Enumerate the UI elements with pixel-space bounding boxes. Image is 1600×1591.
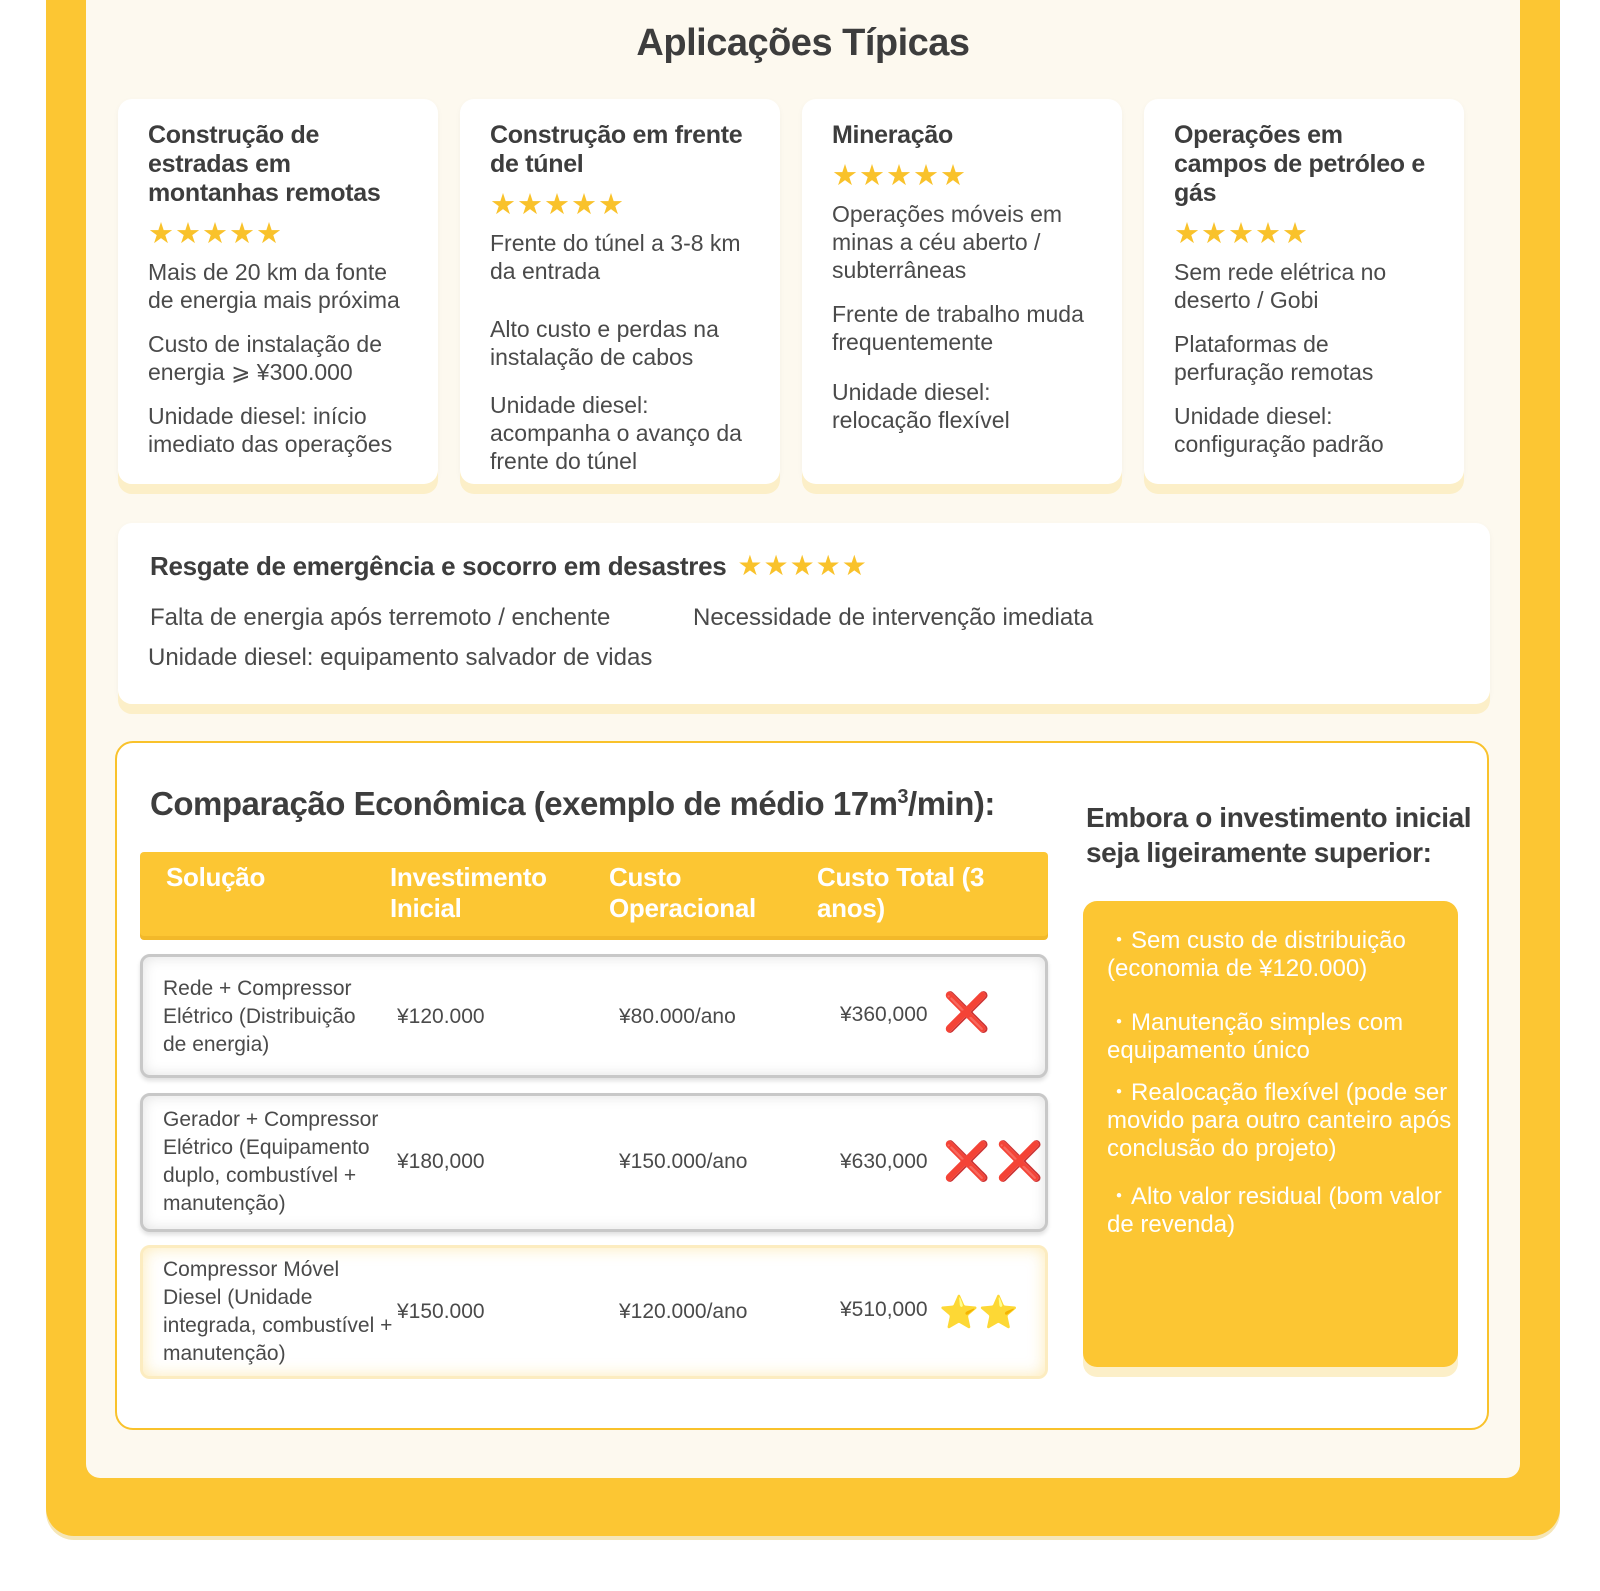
card-title: Mineração [832, 121, 953, 149]
card-title: Construção em frente de túnel [490, 121, 743, 178]
card-point: Alto custo e perdas na instalação de cabos [490, 316, 719, 370]
rating-stars-icon: ★★★★★ [148, 218, 283, 250]
rating-stars-icon: ★★★★★ [737, 550, 868, 581]
comparison-table-header [140, 852, 1048, 936]
application-card-oil-gas [1144, 99, 1464, 484]
economic-comparison-title: Comparação Econômica (exemplo de médio $17m^3/\min$): [150, 785, 995, 822]
card-point: Unidade diesel: acompanha o avanço da frente do túnel [490, 392, 742, 474]
header-initial-investment: Investimento Inicial [390, 862, 547, 923]
card-point: Unidade diesel: equipamento salvador de vidas [148, 644, 653, 671]
header-total-cost: Custo Total (3 anos) [817, 862, 985, 923]
cell-total: ¥510,000 [840, 1298, 928, 1321]
table-row [140, 954, 1048, 1078]
card-point: Sem rede elétrica no deserto / Gobi [1174, 259, 1387, 313]
card-point: Mais de 20 km da fonte de energia mais próxima [148, 259, 400, 313]
card-point: Frente de trabalho muda frequentemente [832, 301, 1084, 355]
section-title: Aplicações Típicas [636, 22, 970, 64]
cell-operational: ¥120.000/ano [619, 1300, 748, 1323]
cross-mark-icon: ❌ [943, 992, 997, 1034]
rating-stars-icon: ★★★★★ [490, 189, 625, 221]
cell-initial: ¥180,000 [397, 1150, 485, 1173]
advantage-point: ・Sem custo de distribuição (economia de ¥120.000) [1107, 927, 1406, 982]
card-point: Custo de instalação de energia ⩾ ¥300.000 [148, 331, 382, 385]
card-point: Necessidade de intervenção imediata [693, 604, 1094, 631]
emergency-title: Resgate de emergência e socorro em desastres [150, 551, 727, 581]
table-row [140, 1245, 1048, 1379]
cell-total: ¥360,000 [840, 1003, 928, 1026]
cell-operational: ¥150.000/ano [619, 1150, 748, 1173]
card-point: Unidade diesel: relocação flexível [832, 379, 1010, 433]
application-card-roads [118, 99, 438, 484]
card-point: Plataformas de perfuração remotas [1174, 331, 1374, 385]
card-point: Frente do túnel a 3-8 km da entrada [490, 230, 741, 284]
advantage-point: ・Realocação flexível (pode ser movido para outro canteiro após conclusão do projeto) [1107, 1079, 1452, 1162]
header-operational-cost: Custo Operacional [609, 862, 756, 923]
card-point: Falta de energia após terremoto / enchente [150, 604, 611, 631]
cell-total: ¥630,000 [840, 1150, 928, 1173]
application-card-tunnel [460, 99, 780, 484]
card-title [150, 549, 868, 582]
rating-stars-icon: ★★★★★ [1174, 218, 1309, 250]
header-solution: Solução [166, 862, 266, 892]
cell-operational: ¥80.000/ano [619, 1005, 736, 1028]
cell-solution: Compressor Móvel Diesel (Unidade integrada, combustível + manutenção) [163, 1258, 393, 1365]
cell-initial: ¥120.000 [397, 1005, 485, 1028]
card-point: Unidade diesel: configuração padrão [1174, 403, 1384, 457]
star-rating-icon: ⭐⭐ [939, 1294, 1019, 1330]
cell-solution: Rede + Compressor Elétrico (Distribuição de energia) [163, 977, 356, 1056]
card-point: Unidade diesel: início imediato das operações [148, 403, 393, 457]
rating-stars-icon: ★★★★★ [832, 160, 967, 192]
cell-solution: Gerador + Compressor Elétrico (Equipamento duplo, combustível + manutenção) [163, 1108, 379, 1215]
card-title: Construção de estradas em montanhas remotas [148, 121, 381, 207]
advantage-point: ・Alto valor residual (bom valor de revenda) [1107, 1183, 1442, 1238]
table-row [140, 1093, 1048, 1232]
application-card-emergency [118, 523, 1490, 704]
application-card-mining [802, 99, 1122, 484]
cell-initial: ¥150.000 [397, 1300, 485, 1323]
advantages-box [1083, 901, 1458, 1367]
advantage-point: ・Manutenção simples com equipamento único [1107, 1009, 1404, 1064]
card-title: Operações em campos de petróleo e gás [1174, 121, 1426, 207]
side-title: Embora o investimento inicial seja ligeiramente superior: [1086, 802, 1472, 868]
card-point: Operações móveis em minas a céu aberto / subterrâneas [832, 201, 1063, 283]
cross-mark-icon: ❌❌ [943, 1141, 1050, 1183]
